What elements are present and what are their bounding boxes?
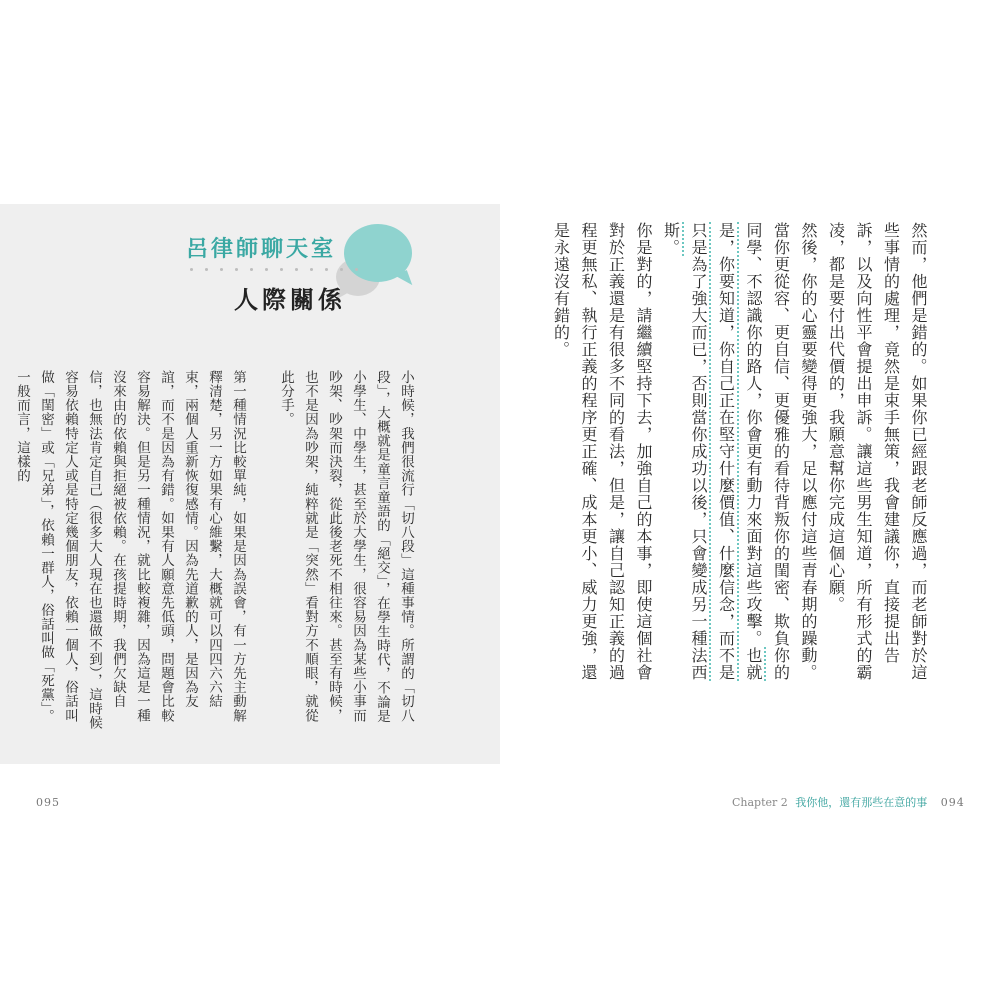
left-paragraph-2: 第一種情況比較單純，如果是因為誤會，有一方先主動解釋清楚，另一方如果有心維繫，大概就可以四四六六結束，兩個人重新恢復感情。因為先道歉的人，是因為友誼，而不是因為有錯。如果有人願意先低頭，問題會比較容易解決。但是另一種情況，就比較複雜，因為這是一種沒來由的依賴與拒絕被依賴。在孩提時期，我們欠缺自信，也無法肯定自己（很多大人現在也還做不到），這時候容易依賴特定人或是特定幾個朋友，依賴一個人，俗話叫做「閨密」或「兄弟」，依賴一群人，俗話叫做「死黨」。一般而言，這樣的 xyxy=(14,370,246,730)
title-dot-divider xyxy=(190,268,358,271)
chapter-title: 我你他，還有那些在意的事 xyxy=(795,796,928,809)
chapter-label: Chapter 2 xyxy=(732,796,788,809)
running-footer xyxy=(732,794,965,810)
right-body-text xyxy=(551,222,932,692)
speech-bubble-icon-teal xyxy=(344,224,412,282)
page-number-right: 094 xyxy=(940,796,965,809)
left-body-text xyxy=(14,370,418,730)
right-paragraph-1: 然而，他們是錯的。如果你已經跟老師反應過，而老師對於這些事情的處理，竟然是束手無策，我會建議你，直接提出告訴，以及向性平會提出申訴。讓這些男生知道，所有形式的霸凌，都是要付出代價的，我願意幫你完成這個心願。 xyxy=(826,222,928,681)
right-paragraph-2-text: 然後，你的心靈要變得更強大，足以應付這些青春期的躁動。當你更從容、更自信、更優雅的看待背叛你的閨密、欺負你的同學、不認識你的路人，你會更有動力來面對這些攻擊。 xyxy=(744,222,818,681)
panel-title: 呂律師聊天室 xyxy=(186,236,337,262)
right-paragraph-2 xyxy=(657,222,822,692)
highlighted-text: 也就是，你要知道，你自己正在堅守什麼價值、什麼信念，而不是只是為了強大而已，否則當你成功以後，只會變成另一種法西斯。 xyxy=(662,222,767,681)
page-number-left: 095 xyxy=(36,796,60,809)
panel-subtitle: 人際關係 xyxy=(234,285,346,314)
right-paragraph-3: 你是對的，請繼續堅持下去，加強自己的本事，即使這個社會對於正義還是有很多不同的看法，但是，讓自己認知正義的過程更無私、執行正義的程序更正確、成本更小、威力更強，還是永遠沒有錯的。 xyxy=(551,222,653,681)
left-paragraph-1: 小時候，我們很流行「切八段」這種事情。所謂的「切八段」，大概就是童言童語的「絕交」，在學生時代，不論是小學生、中學生，甚至於大學生，很容易因為某些小事而吵架、吵架而決裂，從此後老死不相往來。甚至有時候，也不是因為吵架，純粹就是「突然」看對方不順眼，就從此分手。 xyxy=(278,370,414,724)
